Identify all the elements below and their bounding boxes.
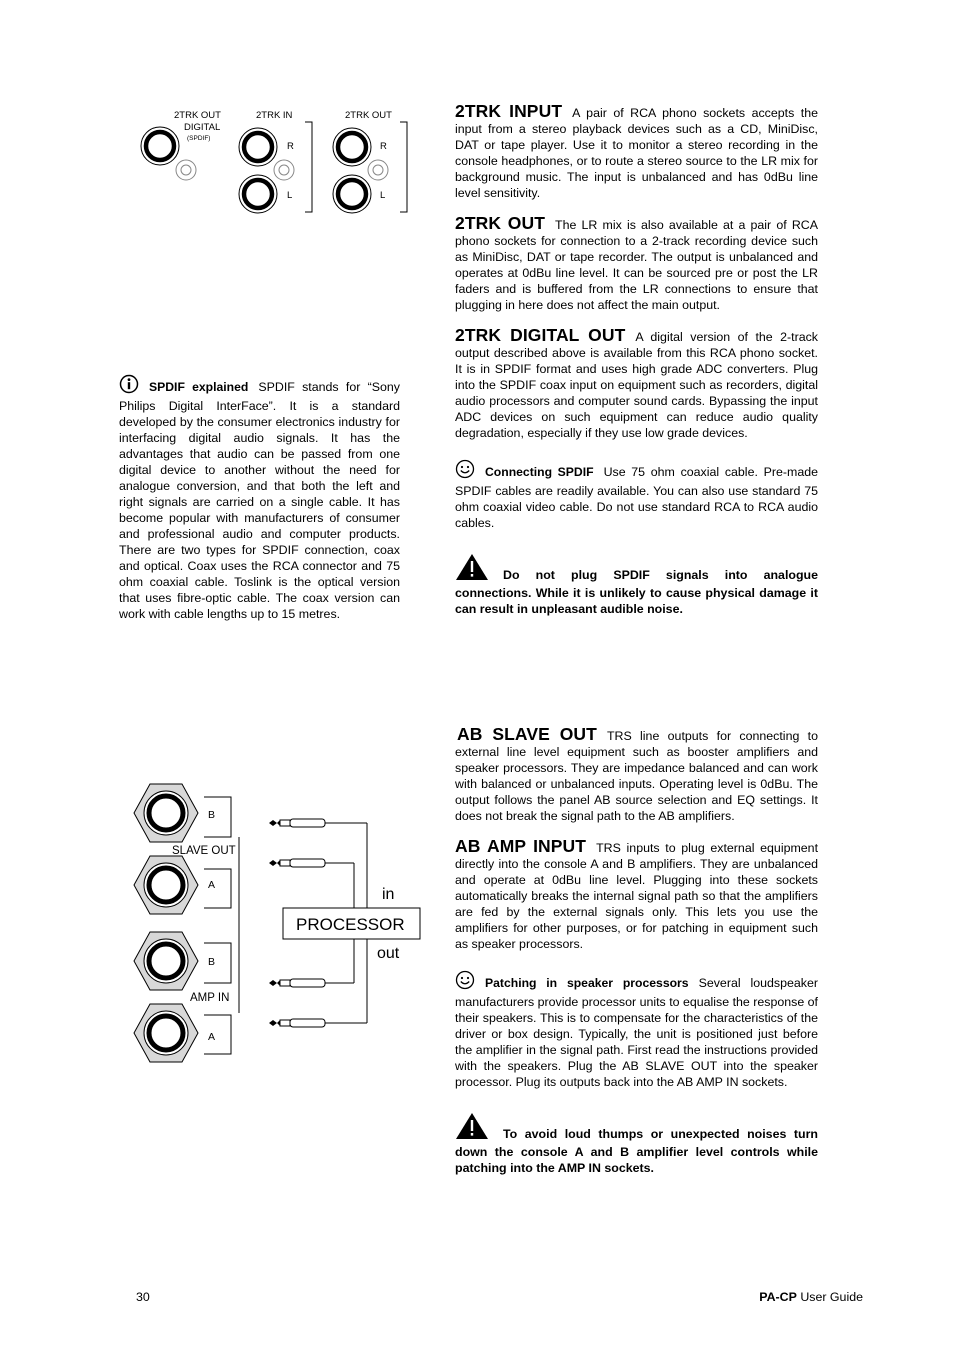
- label-2trk-out-digital-1: 2TRK OUT: [174, 110, 221, 121]
- 2trk-out-r-led: [368, 160, 388, 180]
- 2trk-in-r-led: [274, 160, 294, 180]
- label-slave-out-b: B: [208, 809, 216, 821]
- processor-label: PROCESSOR: [296, 915, 405, 934]
- smiley-icon: [455, 459, 475, 483]
- rca-sockets-diagram: [130, 100, 420, 225]
- page-number: 30: [136, 1290, 150, 1304]
- warning-amp-in-text: To avoid loud thumps or unexpected noises turn down the console A and B amplifier level controls while patching into the AMP IN sockets.: [455, 1127, 818, 1175]
- jack-plug-1: [269, 819, 367, 827]
- right-column-bottom: [455, 726, 818, 1176]
- spdif-info-box: [119, 374, 400, 622]
- label-amp-in: AMP IN: [190, 992, 230, 1004]
- processor-in-label: in: [382, 886, 395, 903]
- tip-patching-processors-title: Patching in speaker processors: [485, 976, 689, 990]
- heading-ab-amp-input: AB AMP INPUT: [455, 836, 587, 856]
- speaker-processor-patch-diagram: [130, 775, 430, 1070]
- amp-in-a-socket: [134, 1004, 198, 1062]
- 2trk-in-r-socket: [239, 128, 277, 166]
- text-2trk-out: The LR mix is also available at a pair of RCA phono sockets for connection to a 2-track recording device such as MiniDisc, DAT or tape recorder. The output is unbalanced and operates at 0dBu line level. It can be sourced pre or post the LR faders and is buffered from the LR connections to ensure that plugging in here does not affect the main output.: [455, 218, 818, 312]
- warning-triangle-icon: [455, 1112, 489, 1144]
- label-2trk-in-r: R: [287, 141, 294, 152]
- warning-spdif: [455, 553, 818, 617]
- label-2trk-in: 2TRK IN: [256, 110, 293, 121]
- label-2trk-in-l: L: [287, 190, 293, 201]
- tip-connecting-spdif-title: Connecting SPDIF: [485, 465, 594, 479]
- footer-guide-text: User Guide: [796, 1290, 863, 1304]
- info-icon: [119, 374, 139, 398]
- text-ab-slave-out: TRS line outputs for connecting to external line level equipment such as booster amplifiers and speaker processors. They are impedance balanced and can work with balanced or unbalanced inputs. Operating level is 0dBu. The output follows the panel AB source selection and EQ settings. It does not break the signal path to the AB amplifiers.: [455, 729, 819, 823]
- right-column-top: [455, 103, 818, 617]
- 2trk-out-l-socket: [333, 175, 371, 213]
- spdif-socket: [141, 127, 179, 165]
- section-2trk-digital-out: [455, 327, 818, 441]
- label-2trk-out-l: L: [380, 190, 386, 201]
- 2trk-in-l-socket: [239, 175, 277, 213]
- smiley-icon: [455, 970, 475, 994]
- spdif-info-title: SPDIF explained: [149, 380, 249, 394]
- warning-spdif-text: Do not plug SPDIF signals into analogue connections. While it is unlikely to cause physical damage it can result in unpleasant audible noise.: [455, 568, 818, 616]
- tip-connecting-spdif: [455, 459, 818, 531]
- label-slave-out-a: A: [208, 879, 216, 891]
- 2trk-out-bracket: [400, 122, 407, 212]
- label-amp-in-a: A: [208, 1031, 216, 1043]
- text-2trk-digital-out: A digital version of the 2-track output described above is available from this RCA phono socket. It is in SPDIF format and uses high grade ADC converters. Plug into the SPDIF coax input on equipment such as recorders, digital audio processors and computer sound cards. Bypassing the input ADC devices on such equipment can reduce audio quality degradation, especially if they use low grade devices.: [455, 330, 818, 440]
- footer-guide-title: [759, 1290, 863, 1304]
- 2trk-out-r-socket: [333, 128, 371, 166]
- section-2trk-out: [455, 215, 818, 313]
- processor-out-label: out: [377, 945, 400, 962]
- label-slave-out: SLAVE OUT: [172, 845, 236, 857]
- heading-2trk-input: 2TRK INPUT: [455, 101, 563, 121]
- tip-connecting-spdif-text: Use 75 ohm coaxial cable. Pre-made SPDIF cables are readily available. You can also use standard 75 ohm coaxial video cable. Do not use standard RCA to RCA audio cables.: [455, 465, 818, 530]
- label-2trk-out-digital-2: DIGITAL: [184, 122, 221, 133]
- slave-out-b-socket: [134, 784, 198, 842]
- footer-product: PA-CP: [759, 1290, 797, 1304]
- section-ab-amp-input: [455, 838, 818, 952]
- section-2trk-input: [455, 103, 818, 201]
- tip-patching-processors-text: Several loudspeaker manufacturers provide processor units to equalise the response of their speakers. This is to compensate for the characteristics of the driver or box design. Typically, the unit is positioned just before the amplifier in the signal path. First read the instructions provided with the speakers. Plug the AB SLAVE OUT into the speaker processor. Plug its outputs back into the AB AMP IN sockets.: [455, 976, 818, 1089]
- amp-in-b-socket: [134, 932, 198, 990]
- warning-amp-in: [455, 1112, 818, 1176]
- heading-2trk-digital-out: 2TRK DIGITAL OUT: [455, 325, 626, 345]
- slave-out-a-socket: [134, 856, 198, 914]
- jack-plug-3: [269, 979, 354, 987]
- warning-triangle-icon: [455, 553, 489, 585]
- label-2trk-out-digital-3: (SPDIF): [187, 135, 211, 142]
- label-2trk-out-r: R: [380, 141, 387, 152]
- 2trk-in-bracket: [305, 122, 312, 212]
- text-2trk-input: A pair of RCA phono sockets accepts the input from a stereo playback devices such as a CD, MiniDisc, DAT or tape player. Use it to monitor a stereo recording in the console headphones, or to route a stereo source to the LR mix for background music. The input is unbalanced and has 0dBu line level sensitivity.: [455, 106, 818, 200]
- jack-plug-4: [269, 1019, 367, 1027]
- jack-plug-2: [269, 859, 354, 867]
- label-amp-in-b: B: [208, 956, 216, 968]
- text-ab-amp-input: TRS inputs to plug external equipment directly into the console A and B amplifiers. They are unbalanced and operate at 0dBu line level. Plugging into these sockets automatically breaks the internal signal path so that the amplifiers are fed by the external signals only. This lets you use the amplifiers for other purposes, or for patching in equipment such as speaker processors.: [455, 841, 819, 951]
- section-ab-slave-out: [455, 726, 818, 824]
- heading-ab-slave-out: AB SLAVE OUT: [457, 724, 597, 744]
- spdif-led: [176, 160, 196, 180]
- heading-2trk-out: 2TRK OUT: [455, 213, 546, 233]
- tip-patching-processors: [455, 970, 818, 1090]
- label-2trk-out: 2TRK OUT: [345, 110, 392, 121]
- spdif-info-text: SPDIF stands for “Sony Philips Digital InterFace”. It is a standard developed by the consumer electronics industry for interfacing digital audio signals. It has the advantages that audio can be passed from one digital device to another without the need for analogue conversion, and that both the left and right signals are carried on a single cable. It has become popular with manufacturers of consumer and professional audio and computer products. There are two types for SPDIF connection, coax and optical. Coax uses the RCA connector and 75 ohm coaxial cable. Toslink is the optical version that uses fibre-optic cable. The coax version can work with cable lengths up to 15 metres.: [119, 380, 401, 621]
